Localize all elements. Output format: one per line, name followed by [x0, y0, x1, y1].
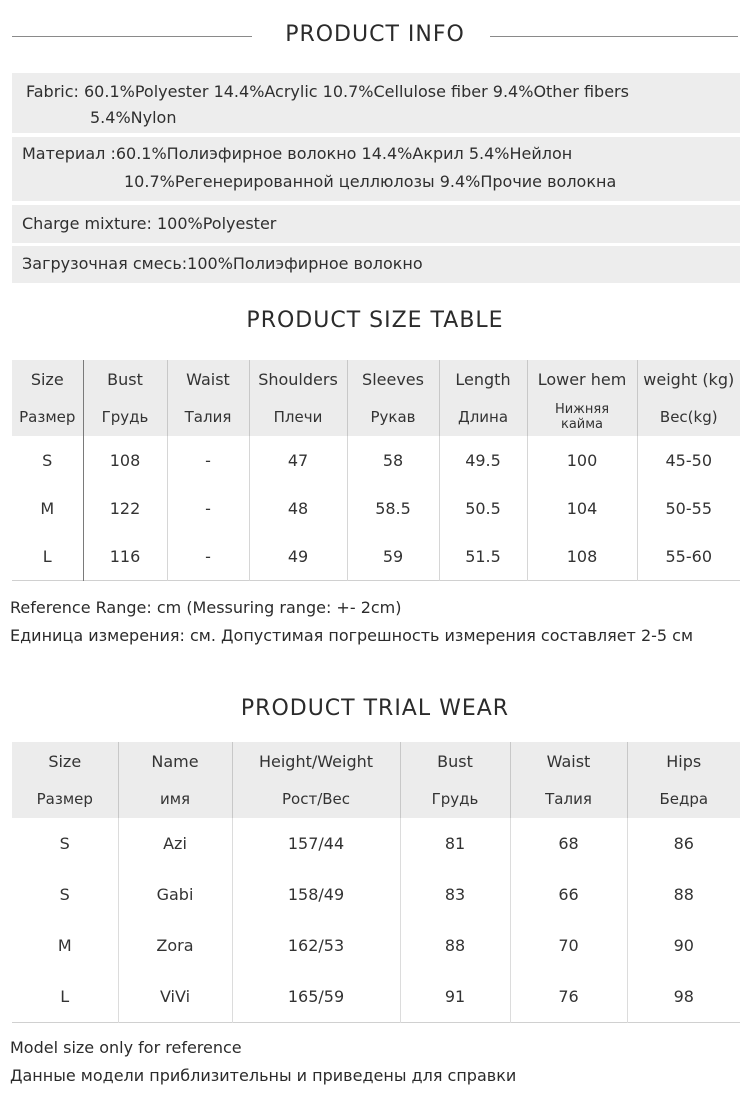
material-ru-box — [12, 137, 740, 201]
weight-cell: 50-55 — [665, 498, 712, 518]
trial-wear-header-cell: Waist — [510, 742, 627, 780]
height-weight-cell: 158/49 — [232, 869, 400, 920]
length-cell: 49.5 — [439, 436, 527, 484]
trial-wear-row — [12, 818, 740, 869]
size-table-header-ru-cell: Вес(kg) — [637, 398, 740, 436]
title-rule-right — [490, 36, 738, 37]
lower-hem-cell: 100 — [527, 436, 637, 484]
name-cell: Zora — [118, 920, 232, 971]
material-ru-line-1: Материал :60.1%Полиэфирное волокно 14.4%Акрил 5.4%Нейлон — [22, 144, 573, 163]
size-table-header-ru-cell: Рукав — [347, 398, 439, 436]
trial-wear-header-cell: Height/Weight — [232, 742, 400, 780]
hips-cell: 86 — [673, 834, 694, 853]
fabric-line-2: 5.4%Nylon — [90, 108, 177, 127]
trial-wear-header-ru-cell: Талия — [510, 780, 627, 818]
size-cell: L — [12, 532, 83, 581]
charge-mixture-box — [12, 205, 740, 243]
bust-cell: 88 — [400, 920, 510, 971]
product-info-title: PRODUCT INFO — [285, 22, 465, 47]
name-cell: Azi — [118, 818, 232, 869]
trial-wear-header-ru-cell: Бедра — [627, 780, 740, 818]
size-cell: M — [12, 484, 83, 532]
bust-cell: 116 — [83, 532, 167, 581]
waist-cell: 76 — [510, 971, 627, 1023]
shoulders-cell: 47 — [249, 436, 347, 484]
lower-hem-cell: 104 — [527, 484, 637, 532]
height-weight-cell: 162/53 — [232, 920, 400, 971]
size-cell: L — [12, 971, 118, 1023]
size-table-header-en — [12, 360, 740, 398]
size-table-header-ru-cell: Талия — [167, 398, 249, 436]
trial-wear-row — [12, 971, 740, 1023]
waist-cell: 68 — [510, 818, 627, 869]
size-table-row — [12, 484, 740, 532]
fabric-box — [12, 73, 740, 133]
size-table-header-ru-cell: Грудь — [83, 398, 167, 436]
size-table-header-cell: Length — [439, 360, 527, 398]
bust-cell: 83 — [400, 869, 510, 920]
trial-wear-header-cell: Size — [12, 742, 118, 780]
fabric-line-1: Fabric: 60.1%Polyester 14.4%Acrylic 10.7%Cellulose fiber 9.4%Other fibers — [26, 82, 629, 101]
name-cell: Gabi — [118, 869, 232, 920]
sleeves-cell: 58.5 — [347, 484, 439, 532]
sleeves-cell: 59 — [347, 532, 439, 581]
size-table-row — [12, 436, 740, 484]
sleeves-cell: 58 — [347, 436, 439, 484]
material-ru-line-2: 10.7%Регенерированной целлюлозы 9.4%Прочие волокна — [124, 172, 617, 191]
trial-wear-header-cell: Bust — [400, 742, 510, 780]
trial-wear-note-en: Model size only for reference — [10, 1038, 242, 1057]
bust-cell: 91 — [400, 971, 510, 1023]
size-table-header-ru-cell: Плечи — [249, 398, 347, 436]
size-cell: M — [12, 920, 118, 971]
size-table-row — [12, 532, 740, 581]
trial-wear-header-ru-cell: Размер — [12, 780, 118, 818]
size-table-header-cell: Bust — [83, 360, 167, 398]
charge-mixture-ru-box — [12, 246, 740, 283]
size-table-header-cell: Lower hem — [527, 360, 637, 398]
hips-cell: 88 — [673, 885, 694, 904]
size-table-title: PRODUCT SIZE TABLE — [246, 308, 504, 333]
weight-cell: 55-60 — [665, 546, 712, 566]
hips-cell: 90 — [673, 936, 694, 955]
waist-cell: - — [167, 532, 249, 581]
size-table-header-ru — [12, 398, 740, 436]
length-cell: 51.5 — [439, 532, 527, 581]
trial-wear-title: PRODUCT TRIAL WEAR — [240, 696, 510, 721]
shoulders-cell: 48 — [249, 484, 347, 532]
waist-cell: 70 — [510, 920, 627, 971]
size-table-note-en: Reference Range: cm (Messuring range: +- 2cm) — [10, 598, 402, 617]
trial-wear-header-cell: Hips — [627, 742, 740, 780]
bust-cell: 122 — [83, 484, 167, 532]
lower-hem-cell: 108 — [527, 532, 637, 581]
size-table-note-ru: Единица измерения: см. Допустимая погрешность измерения составляет 2-5 см — [10, 626, 694, 645]
trial-wear-table — [12, 742, 740, 1023]
bust-cell: 108 — [83, 436, 167, 484]
hips-cell: 98 — [673, 987, 694, 1006]
trial-wear-row — [12, 869, 740, 920]
waist-cell: - — [167, 484, 249, 532]
waist-cell: 66 — [510, 869, 627, 920]
trial-wear-header-ru-cell: имя — [118, 780, 232, 818]
trial-wear-header-ru — [12, 780, 740, 818]
size-table-header-ru-cell: Нижняя кайма — [527, 398, 637, 436]
weight-cell: 45-50 — [665, 450, 712, 470]
size-table-header-cell: Shoulders — [249, 360, 347, 398]
shoulders-cell: 49 — [249, 532, 347, 581]
trial-wear-row — [12, 920, 740, 971]
size-table-header-cell: weight (kg) — [637, 360, 740, 398]
charge-mixture-ru-line: Загрузочная смесь:100%Полиэфирное волокно — [22, 254, 423, 273]
size-cell: S — [12, 869, 118, 920]
size-cell: S — [12, 436, 83, 484]
trial-wear-header-ru-cell: Грудь — [400, 780, 510, 818]
height-weight-cell: 157/44 — [232, 818, 400, 869]
trial-wear-header-ru-cell: Рост/Вес — [232, 780, 400, 818]
waist-cell: - — [167, 436, 249, 484]
charge-mixture-line: Charge mixture: 100%Polyester — [22, 214, 277, 233]
size-table — [12, 360, 740, 581]
size-table-header-ru-cell: Размер — [12, 398, 83, 436]
bust-cell: 81 — [400, 818, 510, 869]
size-table-header-cell: Waist — [167, 360, 249, 398]
size-table-header-cell: Sleeves — [347, 360, 439, 398]
trial-wear-header-cell: Name — [118, 742, 232, 780]
size-table-header-cell: Size — [12, 360, 83, 398]
height-weight-cell: 165/59 — [232, 971, 400, 1023]
size-cell: S — [12, 818, 118, 869]
size-table-header-ru-cell: Длина — [439, 398, 527, 436]
trial-wear-note-ru: Данные модели приблизительны и приведены для справки — [10, 1066, 517, 1085]
trial-wear-header-en — [12, 742, 740, 780]
length-cell: 50.5 — [439, 484, 527, 532]
name-cell: ViVi — [118, 971, 232, 1023]
